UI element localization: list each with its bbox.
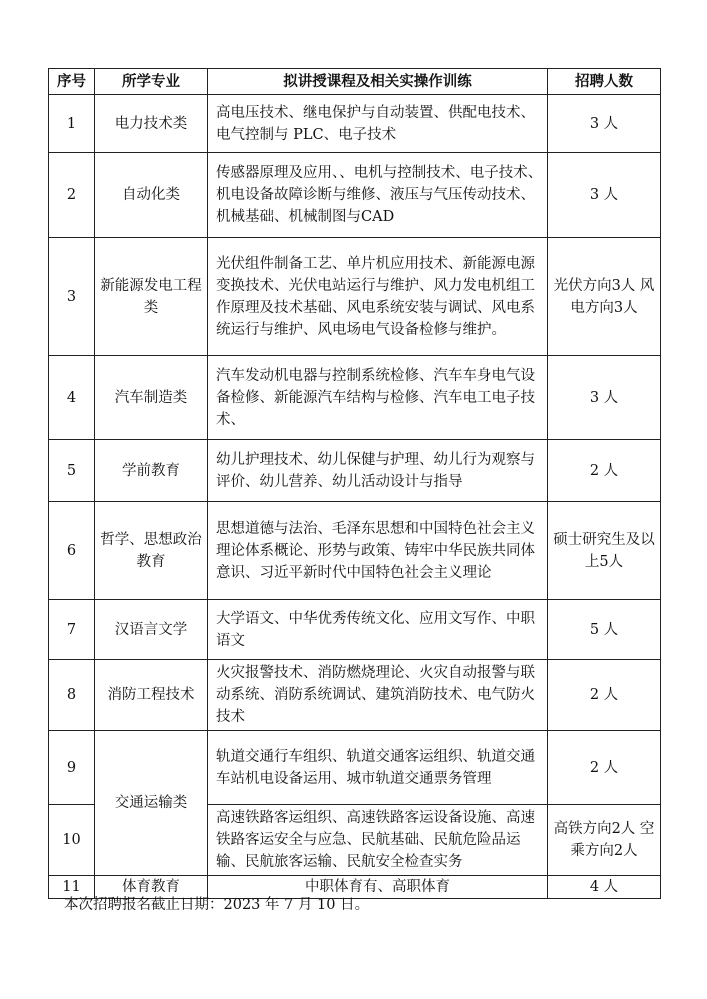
- row-major: 新能源发电工程类: [95, 238, 208, 356]
- table-row: [49, 356, 661, 440]
- row-major: 汽车制造类: [95, 356, 208, 440]
- header-serial: 序号: [49, 69, 95, 95]
- row-major: 消防工程技术: [95, 660, 208, 731]
- row-courses: 大学语文、中华优秀传统文化、应用文写作、中职语文: [208, 600, 548, 660]
- row-count: 3 人: [548, 95, 661, 153]
- row-courses: 高速铁路客运组织、高速铁路客运设备设施、高速铁路客运安全与应急、民航基础、民航危险品运输、民航旅客运输、民航安全检查实务: [208, 805, 548, 876]
- row-count: 2 人: [548, 660, 661, 731]
- row-major: 自动化类: [95, 153, 208, 238]
- row-courses: 中职体育有、高职体育: [208, 876, 548, 899]
- row-count: 5 人: [548, 600, 661, 660]
- deadline-note: 本次招聘报名截止日期：2023 年 7 月 10 日。: [64, 897, 370, 913]
- table-row: [49, 153, 661, 238]
- row-count: 2 人: [548, 440, 661, 502]
- table-row: [49, 600, 661, 660]
- row-courses: 幼儿护理技术、幼儿保健与护理、幼儿行为观察与评价、幼儿营养、幼儿活动设计与指导: [208, 440, 548, 502]
- row-count: 2 人: [548, 731, 661, 805]
- row-serial: 3: [49, 238, 95, 356]
- row-count: 高铁方向2人 空乘方向2人: [548, 805, 661, 876]
- row-count: 3 人: [548, 356, 661, 440]
- table-row: [49, 238, 661, 356]
- row-serial: 6: [49, 502, 95, 600]
- row-serial: 9: [49, 731, 95, 805]
- row-courses: 火灾报警技术、消防燃烧理论、火灾自动报警与联动系统、消防系统调试、建筑消防技术、电气防火技术: [208, 660, 548, 731]
- row-major: 电力技术类: [95, 95, 208, 153]
- row-major: 学前教育: [95, 440, 208, 502]
- row-serial: 10: [49, 805, 95, 876]
- row-serial: 1: [49, 95, 95, 153]
- row-courses: 光伏组件制备工艺、单片机应用技术、新能源电源变换技术、光伏电站运行与维护、风力发电机组工作原理及技术基础、风电系统安装与调试、风电系统运行与维护、风电场电气设备检修与维护。: [208, 238, 548, 356]
- row-major: 哲学、思想政治教育: [95, 502, 208, 600]
- table-header-row: [49, 69, 661, 95]
- header-major: 所学专业: [95, 69, 208, 95]
- row-courses: 思想道德与法治、毛泽东思想和中国特色社会主义理论体系概论、形势与政策、铸牢中华民族共同体意识、习近平新时代中国特色社会主义理论: [208, 502, 548, 600]
- table-row: [49, 502, 661, 600]
- row-count: 硕士研究生及以上5人: [548, 502, 661, 600]
- table-row: [49, 440, 661, 502]
- row-serial: 7: [49, 600, 95, 660]
- row-courses: 高电压技术、继电保护与自动装置、供配电技术、电气控制与 PLC、电子技术: [208, 95, 548, 153]
- row-serial: 2: [49, 153, 95, 238]
- recruitment-table-container: [48, 68, 660, 899]
- table-row: [49, 731, 661, 805]
- row-serial: 11: [49, 876, 95, 899]
- header-count: 招聘人数: [548, 69, 661, 95]
- row-major: 汉语言文学: [95, 600, 208, 660]
- row-courses: 传感器原理及应用、、电机与控制技术、电子技术、机电设备故障诊断与维修、液压与气压传动技术、机械基础、机械制图与CAD: [208, 153, 548, 238]
- table-row: [49, 95, 661, 153]
- row-courses: 轨道交通行车组织、轨道交通客运组织、轨道交通车站机电设备运用、城市轨道交通票务管理: [208, 731, 548, 805]
- recruitment-table: [48, 68, 661, 899]
- row-serial: 8: [49, 660, 95, 731]
- row-courses: 汽车发动机电器与控制系统检修、汽车车身电气设备检修、新能源汽车结构与检修、汽车电工电子技术、: [208, 356, 548, 440]
- row-major: 交通运输类: [95, 731, 208, 876]
- row-count: 光伏方向3人 风电方向3人: [548, 238, 661, 356]
- header-courses: 拟讲授课程及相关实操作训练: [208, 69, 548, 95]
- row-count: 3 人: [548, 153, 661, 238]
- row-serial: 4: [49, 356, 95, 440]
- row-count: 4 人: [548, 876, 661, 899]
- row-serial: 5: [49, 440, 95, 502]
- table-row: [49, 660, 661, 731]
- row-major: 体育教育: [95, 876, 208, 899]
